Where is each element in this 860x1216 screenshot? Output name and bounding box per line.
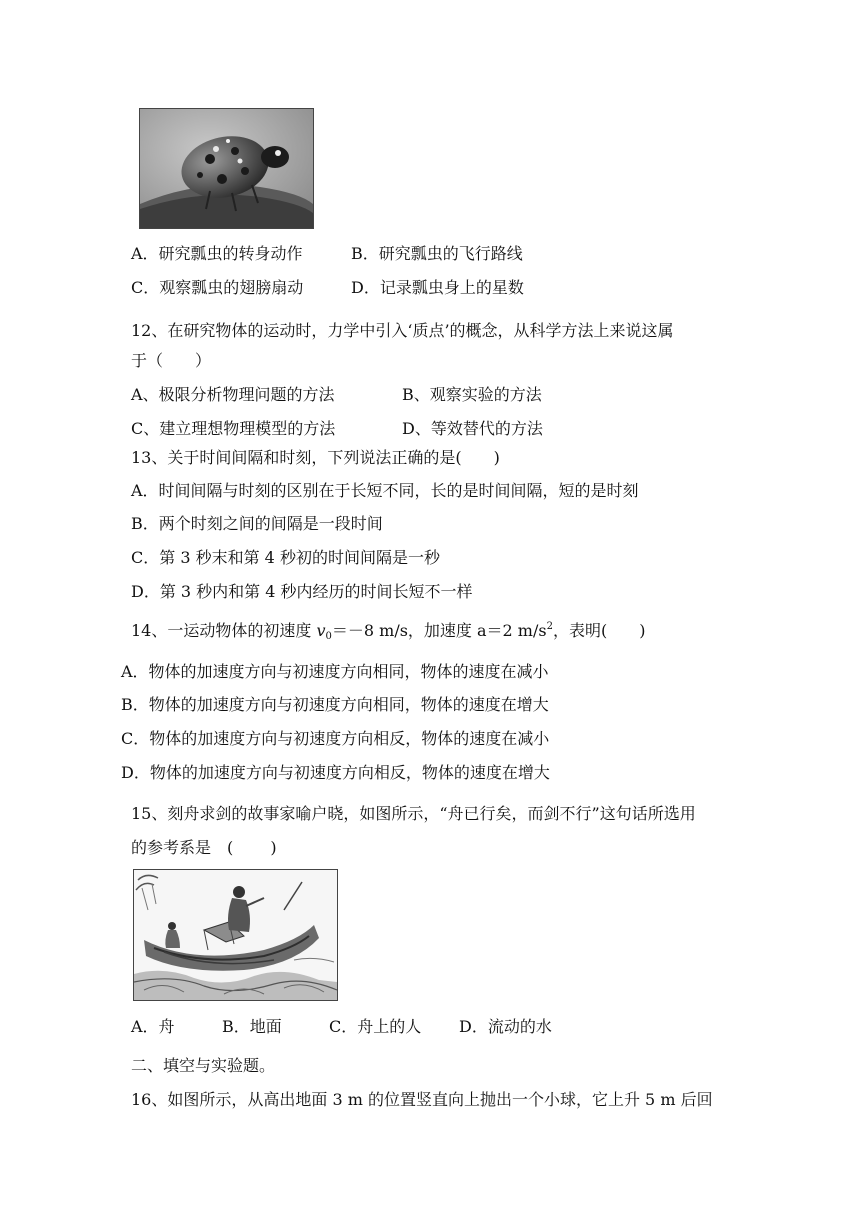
q14-velocity-symbol: v (316, 621, 326, 640)
q12-option-c: C、建立理想物理模型的方法 (131, 419, 336, 438)
q16-stem-line1: 16、如图所示，从高出地面 3 m 的位置竖直向上抛出一个小球，它上升 5 m 后回 (131, 1090, 713, 1109)
q14-velocity-subscript: 0 (325, 631, 332, 642)
q15-stem-line1: 15、刻舟求剑的故事家喻户晓，如图所示，“舟已行矣，而剑不行”这句话所选用 (131, 804, 696, 823)
q14-stem-part-c: ，表明( ) (552, 621, 646, 640)
q11-options-row1 (131, 243, 523, 265)
q14-stem-part-b: ＝－8 m/s，加速度 a＝2 m/s (331, 621, 547, 640)
q15-options-row (131, 1016, 552, 1038)
q14-option-b: B．物体的加速度方向与初速度方向相同，物体的速度在增大 (121, 695, 549, 714)
q12-stem-line1: 12、在研究物体的运动时，力学中引入‘质点’的概念，从科学方法上来说这属 (131, 321, 674, 340)
q14-option-a: A．物体的加速度方向与初速度方向相同，物体的速度在减小 (121, 662, 549, 681)
q14-option-d: D．物体的加速度方向与初速度方向相反，物体的速度在增大 (121, 763, 550, 782)
q14-unit-exponent: 2 (546, 621, 553, 632)
q12-option-d: D、等效替代的方法 (402, 419, 543, 438)
q15-option-b: B．地面 (222, 1017, 282, 1036)
q11-option-b: B．研究瓢虫的飞行路线 (351, 244, 523, 263)
q15-option-a: A．舟 (131, 1017, 175, 1036)
q11-option-d: D．记录瓢虫身上的星数 (351, 278, 524, 297)
q13-option-c: C．第 3 秒末和第 4 秒初的时间间隔是一秒 (131, 548, 440, 567)
section-heading: 二、填空与实验题。 (131, 1056, 276, 1075)
q11-option-a: A．研究瓢虫的转身动作 (131, 244, 303, 263)
q15-stem-line2: 的参考系是 ( ) (131, 838, 277, 857)
q11-option-c: C．观察瓢虫的翅膀扇动 (131, 278, 304, 297)
q14-option-c: C．物体的加速度方向与初速度方向相反，物体的速度在减小 (121, 729, 550, 748)
q12-options-row1 (131, 384, 542, 406)
boat-image (133, 869, 338, 1001)
q15-option-c: C．舟上的人 (329, 1017, 422, 1036)
q11-options-row2 (131, 277, 524, 299)
q12-options-row2 (131, 418, 543, 440)
q12-option-a: A、极限分析物理问题的方法 (131, 385, 335, 404)
ladybug-image (139, 108, 314, 229)
ladybug-illustration (140, 109, 313, 228)
q13-option-d: D．第 3 秒内和第 4 秒内经历的时间长短不一样 (131, 582, 473, 601)
q15-option-d: D．流动的水 (459, 1017, 552, 1036)
q14-stem-part-a: 14、一运动物体的初速度 (131, 621, 317, 640)
q12-option-b: B、观察实验的方法 (402, 385, 542, 404)
q13-option-a: A．时间间隔与时刻的区别在于长短不同，长的是时间间隔，短的是时刻 (131, 481, 639, 500)
q12-stem-line2: 于（ ） (131, 351, 212, 370)
q13-stem: 13、关于时间间隔和时刻，下列说法正确的是( ) (131, 448, 500, 467)
q13-option-b: B．两个时刻之间的间隔是一段时间 (131, 514, 383, 533)
q14-stem (131, 620, 645, 642)
boat-illustration (134, 870, 337, 1000)
